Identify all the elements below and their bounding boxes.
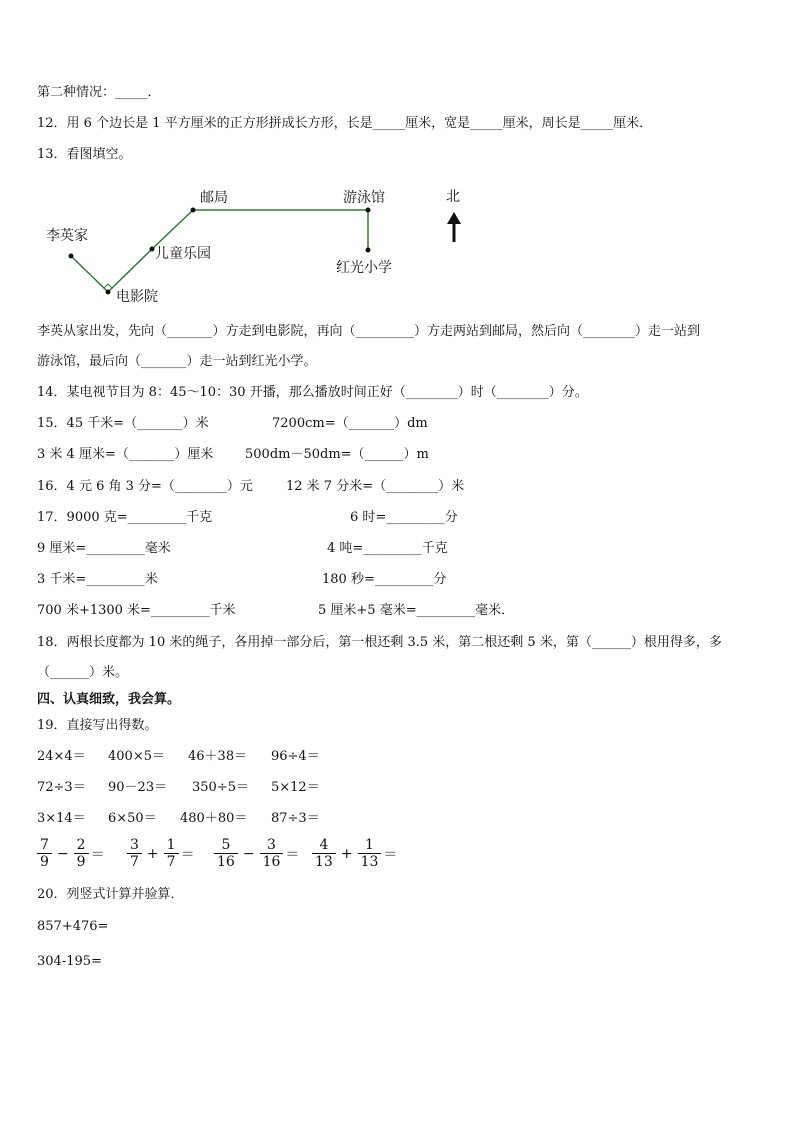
- q18-text-a: 18．两根长度都为 10 米的绳子，各用掉一部分后，第一根还剩 3.5 米，第二根还剩 5 米，第（______）根用得多，多: [37, 635, 722, 650]
- fraction-operator: +: [340, 845, 353, 862]
- fraction-numerator: 4: [319, 837, 329, 853]
- equals-sign: ＝: [180, 846, 195, 863]
- route-line: [71, 210, 368, 292]
- q15-item-c: 3 米 4 厘米=（_______）厘米: [37, 447, 214, 462]
- calc-r1-c0: 72÷3＝: [37, 780, 86, 795]
- q13-question-a: 李英从家出发，先向（_______）方走到电影院，再向（_________）方走两站到邮局，然后向（________）走一站到: [37, 324, 701, 339]
- fraction-denominator: 16: [260, 853, 284, 870]
- q14-text: 14．某电视节目为 8：45～10：30 开播，那么播放时间正好（________）时（________）分。: [37, 385, 588, 400]
- school-dot: [366, 248, 371, 253]
- q15-item-a: 15．45 千米=（_______）米: [37, 416, 209, 431]
- q11-case2-line: 第二种情况：_____．: [37, 85, 161, 100]
- calc-r0-c3: 96÷4＝: [271, 749, 320, 764]
- q16-item-a: 16．4 元 6 角 3 分=（________）元: [37, 479, 253, 494]
- q13-question-b: 游泳馆，最后向（_______）走一站到红光小学。: [37, 354, 317, 369]
- label-cinema: 电影院: [116, 289, 158, 305]
- north-arrow-icon: [447, 212, 461, 224]
- fraction-denominator: 7: [127, 853, 142, 870]
- fraction-expr-1: [35, 837, 105, 870]
- fraction-numerator: 1: [166, 837, 176, 853]
- section-4-heading: 四、认真细致，我会算。: [37, 692, 181, 707]
- right-angle-marker: [104, 284, 112, 288]
- q16-item-b: 12 米 7 分米=（________）米: [286, 479, 465, 494]
- fraction-denominator: 7: [164, 853, 179, 870]
- home-dot: [69, 254, 74, 259]
- q17-item-e: 3 千米=_________米: [37, 572, 158, 587]
- pool-dot: [366, 208, 371, 213]
- fraction-expr-2: [125, 837, 195, 870]
- calc-r1-c3: 5×12＝: [271, 780, 320, 795]
- equals-sign: ＝: [285, 846, 300, 863]
- fraction-denominator: 9: [37, 853, 52, 870]
- q13-title: 13．看图填空。: [37, 147, 132, 162]
- fraction-operator: −: [56, 845, 69, 862]
- q17-item-a: 17．9000 克=_________千克: [37, 510, 213, 525]
- fraction-numerator: 5: [221, 837, 231, 853]
- equals-sign: ＝: [383, 846, 398, 863]
- q17-item-d: 4 吨=_________千克: [327, 541, 448, 556]
- post-dot: [191, 208, 196, 213]
- fraction-operator: −: [242, 845, 255, 862]
- fraction-denominator: 13: [312, 853, 336, 870]
- calc-r0-c1: 400×5＝: [108, 749, 165, 764]
- calc-r2-c0: 3×14＝: [37, 811, 86, 826]
- q20-problem-b: 304-195=: [37, 954, 102, 969]
- q15-item-b: 7200cm=（_______）dm: [272, 416, 428, 431]
- calc-r2-c1: 6×50＝: [108, 811, 157, 826]
- fraction-denominator: 13: [358, 853, 382, 870]
- fraction-numerator: 1: [365, 837, 374, 853]
- label-pool: 游泳馆: [343, 190, 385, 206]
- calc-r1-c2: 350÷5＝: [192, 780, 249, 795]
- fraction-numerator: 7: [40, 837, 49, 853]
- q18-text-b: （______）米。: [37, 665, 129, 680]
- q17-item-c: 9 厘米=_________毫米: [37, 541, 171, 556]
- calc-r1-c1: 90－23＝: [108, 780, 168, 795]
- fraction-operator: +: [146, 845, 159, 862]
- label-north: 北: [446, 189, 460, 205]
- calc-r2-c3: 87÷3＝: [271, 811, 320, 826]
- route-map: [30, 180, 490, 310]
- cinema-dot: [106, 290, 111, 295]
- fraction-denominator: 16: [214, 853, 238, 870]
- park-dot: [150, 247, 155, 252]
- q19-title: 19．直接写出得数。: [37, 718, 158, 733]
- calc-r2-c2: 480＋80＝: [180, 811, 248, 826]
- label-school: 红光小学: [336, 260, 392, 276]
- equals-sign: ＝: [90, 846, 105, 863]
- q17-item-h: 5 厘米+5 毫米=_________毫米．: [318, 603, 515, 618]
- fraction-numerator: 3: [267, 837, 276, 853]
- fraction-expr-3: [212, 837, 299, 870]
- fraction-numerator: 3: [130, 837, 139, 853]
- q17-item-f: 180 秒=_________分: [322, 572, 447, 587]
- fraction-expr-4: [310, 837, 397, 870]
- q17-item-g: 700 米+1300 米=_________千米: [37, 603, 236, 618]
- q20-title: 20．列竖式计算并验算．: [37, 887, 184, 902]
- label-home: 李英家: [46, 228, 88, 244]
- q15-item-d: 500dm－50dm=（______）m: [245, 447, 429, 462]
- label-post: 邮局: [200, 190, 228, 206]
- calc-r0-c2: 46＋38＝: [188, 749, 248, 764]
- fraction-denominator: 9: [74, 853, 89, 870]
- q20-problem-a: 857+476=: [37, 919, 109, 934]
- fraction-numerator: 2: [76, 837, 86, 853]
- calc-r0-c0: 24×4＝: [37, 749, 86, 764]
- q17-item-b: 6 时=_________分: [350, 510, 458, 525]
- label-park: 儿童乐园: [155, 246, 211, 262]
- q12-text: 12．用 6 个边长是 1 平方厘米的正方形拼成长方形，长是_____厘米，宽是_____厘米，周长是_____厘米．: [37, 116, 653, 131]
